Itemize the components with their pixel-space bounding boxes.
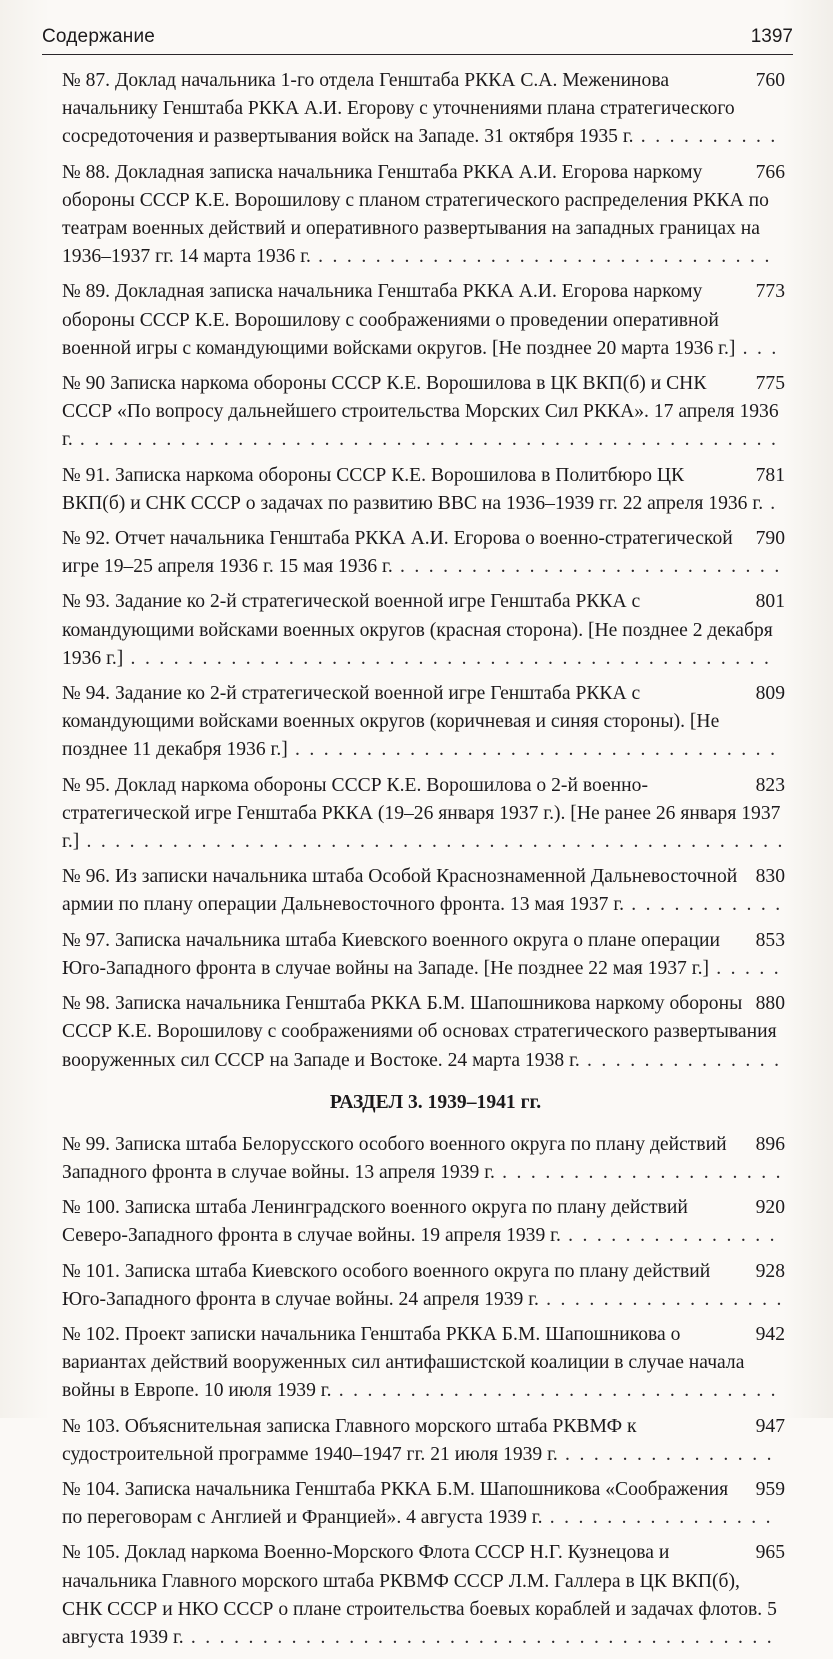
toc-entry	[62, 1413, 785, 1469]
toc-entry-page: 809	[755, 683, 785, 705]
toc-entry	[62, 278, 785, 363]
toc-entry-title: № 98. Записка начальника Генштаба РККА Б.М. Шапошникова наркому обороны СССР К.Е. Ворошилову с соображениями об основах стратегического развертывания вооруженных сил СССР на Западе и Востоке. 24 марта 1938 г.	[62, 993, 777, 1071]
toc-entries-section-2	[62, 67, 785, 1075]
toc-entry-title: № 90 Записка наркома обороны СССР К.Е. Ворошилова в ЦК ВКП(б) и СНК СССР «По вопросу дальнейшего строительства Морских Сил РККА». 17 апреля 1936 г.	[62, 373, 779, 451]
toc-entry-title: № 105. Доклад наркома Военно-Морского Флота СССР Н.Г. Кузнецова и начальника Главного морского штаба РКВМФ СССР Л.М. Галлера в ЦК ВКП(б), СНК СССР и НКО СССР о плане строительства боевых кораблей и задачах флотов. 5 августа 1939 г.	[62, 1542, 777, 1648]
toc-entry-page: 928	[755, 1260, 785, 1282]
toc-entry-title: № 103. Объяснительная записка Главного морского штаба РКВМФ к судостроительной программе 1940–1947 гг. 21 июля 1939 г.	[62, 1415, 637, 1465]
dot-leader: . . . . . . . . . . . . . . . . . . . . . . . . . . . . . . .	[331, 1380, 778, 1402]
dot-leader: . . . . . . . . . . . . . . . . . . . . . . . . . . . . . . . . . . . . . . . . . . . . . . . . .	[72, 429, 779, 451]
toc-entry-title: № 96. Из записки начальника штаба Особой Краснознаменной Дальневосточной армии по плану операции Дальневосточного фронта. 13 мая 1937 г.	[62, 866, 738, 916]
toc-entry	[62, 680, 785, 765]
dot-leader: . . . . . . . . . . . . . . . .	[542, 1507, 773, 1529]
toc-entry	[62, 67, 785, 152]
toc-entry	[62, 525, 785, 581]
toc-entry-title: № 91. Записка наркома обороны СССР К.Е. Ворошилова в Политбюро ЦК ВКП(б) и СНК СССР о задачах по развитию ВВС на 1936–1939 гг. 22 апреля 1936 г.	[62, 464, 764, 514]
toc-entry-page: 766	[755, 161, 785, 183]
toc-entry-page: 801	[755, 591, 785, 613]
toc-entry-page: 830	[755, 866, 785, 888]
toc-entry-title: № 87. Доклад начальника 1-го отдела Генштаба РККА С.А. Меженинова начальнику Генштаба РККА А.И. Егорову с уточнениями плана стратегического сосредоточения и развертывания войск на Западе. 31 октября 1935 г.	[62, 70, 735, 148]
running-head-title: Содержание	[42, 26, 156, 47]
toc-entry-page: 773	[755, 281, 785, 303]
toc-entry-page: 896	[755, 1133, 785, 1155]
toc-entry-page: 760	[755, 70, 785, 91]
toc-entry-title: № 97. Записка начальника штаба Киевского военного округа о плане операции Юго-Западного фронта в случае войны на Западе. [Не позднее 22 мая 1937 г.]	[62, 929, 720, 979]
toc-entry-title: № 89. Докладная записка начальника Генштаба РККА А.И. Егорова наркому обороны СССР К.Е. Ворошилову с соображениями о проведении оперативной военной игры с командующими войсками округов. [Не позднее 20 марта 1936 г.]	[62, 281, 736, 359]
toc-entries-section-3	[62, 1131, 785, 1652]
toc-entry	[62, 1539, 785, 1652]
toc-entry-page: 781	[755, 464, 785, 486]
toc-entry-page: 942	[755, 1323, 785, 1345]
toc-entry-page: 790	[755, 528, 785, 550]
toc-entry-page: 947	[755, 1415, 785, 1437]
page-number: 1397	[750, 26, 793, 47]
toc-entry	[62, 1476, 785, 1532]
toc-entry-title: № 104. Записка начальника Генштаба РККА Б.М. Шапошникова «Соображения по переговорам с Англией и Францией». 4 августа 1939 г.	[62, 1478, 729, 1529]
toc-entry	[62, 863, 785, 919]
dot-leader: . . . . . . . . . . . . . . . . . . . . . . . . . . .	[392, 556, 782, 578]
dot-leader: . . . . . . . . . . .	[624, 894, 783, 916]
toc-entry-title: № 99. Записка штаба Белорусского особого военного округа по плану действий Западного фронта в случае войны. 13 апреля 1939 г.	[62, 1133, 727, 1183]
dot-leader: . . . . . . . . . . . . . . .	[560, 1225, 777, 1247]
toc-entry-page: 920	[755, 1197, 785, 1219]
toc-entry-title: № 102. Проект записки начальника Генштаба РККА Б.М. Шапошникова о вариантах действий вооруженных сил антифашистской коалиции в случае начала войны в Европе. 10 июля 1939 г.	[62, 1323, 745, 1402]
toc-entry	[62, 990, 785, 1075]
toc-entry	[62, 1258, 785, 1314]
toc-entry-title: № 101. Записка штаба Киевского особого военного округа по плану действий Юго-Западного фронта в случае войны. 24 апреля 1939 г.	[62, 1260, 711, 1310]
toc-entry-page: 823	[755, 774, 785, 796]
toc-entry-title: № 100. Записка штаба Ленинградского военного округа по плану действий Северо-Западного фронта в случае войны. 19 апреля 1939 г.	[62, 1197, 688, 1247]
toc-entry-page: 965	[755, 1542, 785, 1564]
toc-entry	[62, 772, 785, 857]
toc-entry-page: 775	[755, 373, 785, 395]
dot-leader: . . . . . . . . . . . . . . . . . . . . . . . . . . . . . . . . . . . . . . . . . . . . .	[123, 647, 772, 669]
section-heading: РАЗДЕЛ 3. 1939–1941 гг.	[329, 1091, 542, 1113]
running-head	[42, 24, 793, 55]
toc-entry-page: 959	[755, 1478, 785, 1500]
toc-entry	[62, 1321, 785, 1406]
toc-entry	[62, 588, 785, 673]
dot-leader: . . . . . . . . . . . . . . . . . . . .	[494, 1161, 783, 1183]
toc-entry	[62, 1194, 785, 1250]
dot-leader: . . . . . . . . . . . . . . . . . . . . . . . . . . . . . . . . . .	[287, 739, 778, 761]
toc-entry	[62, 462, 785, 518]
toc-entry-page: 853	[755, 929, 785, 951]
toc-entry-page: 880	[755, 993, 785, 1015]
toc-entry	[62, 159, 785, 272]
dot-leader: . . . . . . . . . . . . . .	[579, 1049, 782, 1071]
table-of-contents	[62, 67, 785, 1659]
toc-entry-title: № 94. Задание ко 2-й стратегической военной игре Генштаба РККА с командующими войсками военных округов (коричневая и синяя стороны). [Не позднее 11 декабря 1936 г.]	[62, 683, 720, 761]
toc-entry	[62, 1131, 785, 1187]
toc-entry-title: № 93. Задание ко 2-й стратегической военной игре Генштаба РККА с командующими войсками военных округов (красная сторона). [Не позднее 2 декабря 1936 г.]	[62, 591, 773, 669]
toc-entry	[62, 927, 785, 983]
toc-entry-title: № 88. Докладная записка начальника Генштаба РККА А.И. Егорова наркому обороны СССР К.Е. Ворошилову с планом стратегического распределения РККА по театрам военных действий и оперативного развертывания на западных границах на 1936–1937 гг. 14 марта 1936 г.	[62, 161, 769, 268]
toc-entry-title: № 95. Доклад наркома обороны СССР К.Е. Ворошилова о 2-й военно-стратегической игре Генштаба РККА (19–26 января 1937 г.). [Не ранее 26 января 1937 г.]	[62, 774, 781, 853]
dot-leader: .	[763, 492, 778, 514]
toc-entry	[62, 370, 785, 455]
dot-leader: . . . . . . . . . . . . . . . . . . . . . . . . . . . . . . . . . . . . . . . . .	[183, 1626, 774, 1648]
dot-leader: . . . . . . . . . . . . . . . . . . . . . . . . . . . . . . . .	[310, 246, 772, 268]
dot-leader: . . . . . . . . . . . . . . . . .	[538, 1288, 784, 1310]
dot-leader: . . . . . . . . . .	[633, 126, 778, 148]
toc-entry-title: № 92. Отчет начальника Генштаба РККА А.И. Егорова о военно-стратегической игре 19–25 апреля 1936 г. 15 мая 1936 г.	[62, 528, 733, 578]
dot-leader: . . . . . . . . . . . . . . . . . . . . . . . . . . . . . . . . . . . . . . . . . . . . . . . . .	[79, 831, 785, 853]
dot-leader: . . . . . . . . . . . . . . .	[557, 1443, 774, 1465]
dot-leader: . . . . .	[709, 957, 781, 979]
dot-leader: . . .	[735, 337, 779, 359]
